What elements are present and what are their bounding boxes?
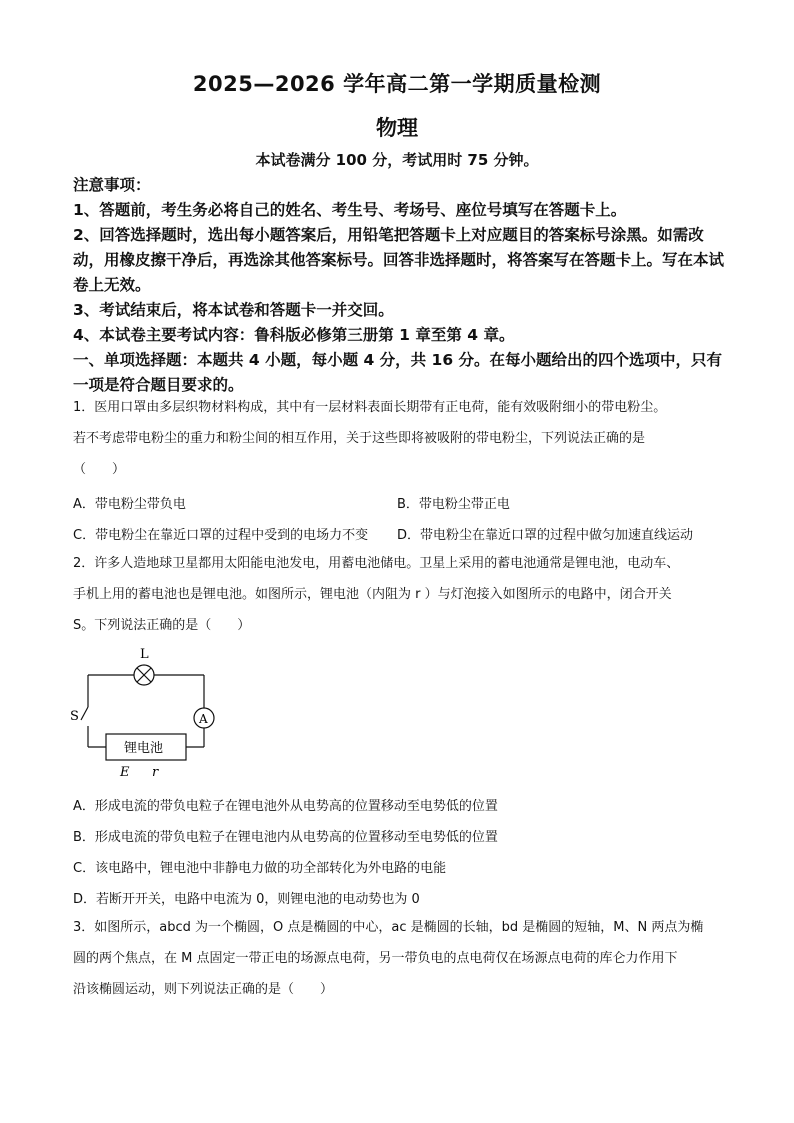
q1-stem-line2: 若不考虑带电粉尘的重力和粉尘间的相互作用，关于这些即将被吸附的带电粉尘，下列说法正确的是 [73, 431, 646, 446]
note-item-2: 2、回答选择题时，选出每小题答案后，用铅笔把答题卡上对应题目的答案标号涂黑。如需改动，用橡皮擦干净后，再选涂其他答案标号。回答非选择题时，将答案写在答题卡上。写在本试卷上无效。 [73, 226, 725, 294]
question-3 [73, 912, 728, 1005]
circuit-diagram [68, 642, 228, 782]
q2-option-a: A．形成电流的带负电粒子在锂电池外从电势高的位置移动至电势低的位置 [73, 799, 498, 814]
section-heading: 一、单项选择题：本题共 4 小题，每小题 4 分，共 16 分。在每小题给出的四个选项中，只有一项是符合题目要求的。 [73, 351, 723, 394]
resistance-label: r [152, 765, 159, 780]
note-item-4: 4、本试卷主要考试内容：鲁科版必修第三册第 1 章至第 4 章。 [73, 326, 515, 344]
q3-stem-line3: 沿该椭圆运动，则下列说法正确的是（ ） [73, 982, 334, 997]
q1-bracket: （ ） [73, 462, 126, 477]
lamp-label: L [140, 647, 149, 662]
q3-stem-line2: 圆的两个焦点，在 M 点固定一带正电的场源点电荷，另一带负电的点电荷仅在场源点电荷的库仑力作用下 [73, 951, 678, 966]
q2-option-d: D．若断开开关，电路中电流为 0，则锂电池的电动势也为 0 [73, 892, 420, 907]
q1-option-a: A．带电粉尘带负电 [73, 497, 186, 512]
note-item-3: 3、考试结束后，将本试卷和答题卡一并交回。 [73, 301, 394, 319]
q2-stem-line1: 2．许多人造地球卫星都用太阳能电池发电，用蓄电池储电。卫星上采用的蓄电池通常是锂电池，电动车、 [73, 556, 680, 571]
note-item-1: 1、答题前，考生务必将自己的姓名、考生号、考场号、座位号填写在答题卡上。 [73, 201, 627, 219]
q1-stem-line1: 1．医用口罩由多层织物材料构成，其中有一层材料表面长期带有正电荷，能有效吸附细小的带电粉尘。 [73, 400, 667, 415]
battery-label: 锂电池 [124, 741, 164, 756]
q1-option-b: B．带电粉尘带正电 [397, 497, 510, 512]
ammeter-label: A [199, 712, 208, 726]
q2-stem-line3: S。下列说法正确的是（ ） [73, 618, 251, 633]
exam-info: 本试卷满分 100 分，考试用时 75 分钟。 [255, 151, 539, 169]
q2-option-c: C．该电路中，锂电池中非静电力做的功全部转化为外电路的电能 [73, 861, 447, 876]
q2-stem-line2: 手机上用的蓄电池也是锂电池。如图所示，锂电池（内阻为 r ）与灯泡接入如图所示的电路中，闭合开关 [73, 587, 672, 602]
notes-block [73, 173, 733, 398]
q1-option-d: D．带电粉尘在靠近口罩的过程中做匀加速直线运动 [397, 528, 694, 543]
switch-blade [81, 707, 88, 720]
exam-title: 2025—2026 学年高二第一学期质量检测 [192, 72, 602, 96]
q1-option-c: C．带电粉尘在靠近口罩的过程中受到的电场力不变 [73, 528, 369, 543]
question-2 [73, 548, 728, 641]
switch-label: S [70, 709, 79, 724]
emf-label: E [120, 765, 130, 780]
notes-heading: 注意事项： [73, 176, 151, 194]
question-1 [73, 392, 728, 485]
q3-stem-line1: 3．如图所示，abcd 为一个椭圆，O 点是椭圆的中心，ac 是椭圆的长轴，bd 是椭圆的短轴，M、N 两点为椭 [73, 920, 704, 935]
exam-subject: 物理 [376, 116, 418, 140]
q2-option-b: B．形成电流的带负电粒子在锂电池内从电势高的位置移动至电势低的位置 [73, 830, 498, 845]
